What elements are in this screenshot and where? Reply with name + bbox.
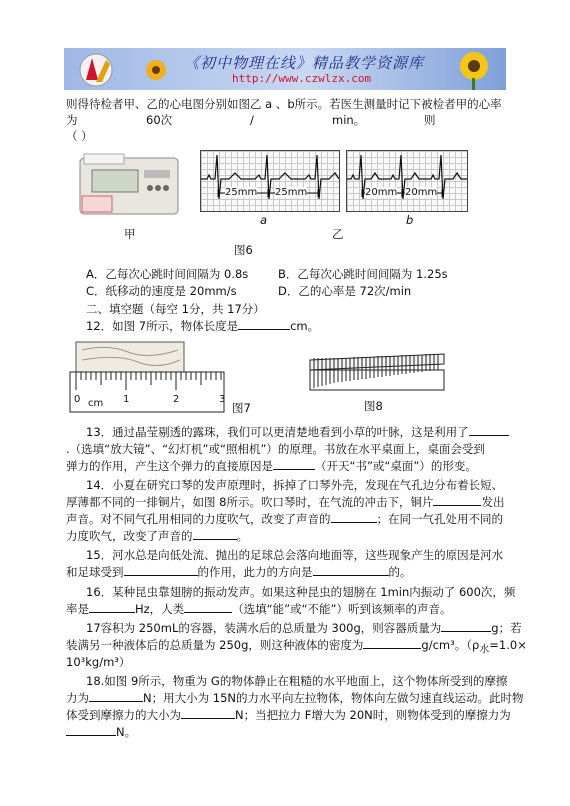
figure6-a-label: a [260, 213, 268, 227]
q14-text-4a: 力度吹气，改变了声音的 [66, 529, 193, 543]
q18-blank-2 [181, 707, 235, 719]
figure6-label-jia: 甲 [124, 227, 136, 241]
q17-line2 [66, 637, 527, 658]
q14-text-2a: 厚薄都不同的一排铜片，如图 8所示。吹口琴时，在气流的冲击下，铜片 [66, 495, 434, 509]
q13-text-1: 13．通过晶莹剔透的露珠，我们可以更清楚地看到小草的叶脉，这是利用了 [86, 425, 469, 439]
q18-text-4: N。 [116, 725, 137, 739]
q17-text-1b: g；若 [491, 621, 522, 635]
q14-text-4b: 。 [236, 529, 248, 543]
q16-text-2b: Hz，人类 [135, 602, 185, 616]
option-b: B．乙每次心跳时间间隔为 1.25s [278, 267, 448, 281]
q12-text: 12．如图 7所示，物体长度是 [86, 319, 239, 333]
q18-blank-3 [66, 724, 116, 736]
section-heading: 二、填空题（每空 1分，共 17分） [86, 302, 265, 316]
q14-blank-2 [331, 511, 377, 523]
q15-text-2b: 的作用，此力的方向是 [197, 565, 313, 579]
q17-text-2d: =1.0× [489, 638, 527, 652]
ruler-label-cm: cm [88, 398, 104, 409]
q14-blank-3 [193, 528, 237, 540]
q13-text-3a: 弹力的作用，产生这个弹力的直接原因是 [66, 459, 273, 473]
question-intro-line2-d: min。 [332, 113, 366, 127]
ecg-strip-a [200, 150, 340, 212]
q18-line4 [66, 724, 136, 740]
option-d: D．乙的心率是 72次/min [278, 284, 412, 298]
q18-text-3a: 体受到摩擦力的大小为 [66, 708, 181, 722]
ecg-machine-image [78, 150, 182, 220]
ecg-a-span-1: 25mm [225, 187, 258, 198]
q15-line1: 15．河水总是向低处流、抛出的足球总会落向地面等，这些现象产生的原因是河水 [86, 548, 504, 562]
banner-title: 《初中物理在线》精品教学资源库 [184, 54, 425, 72]
figure6-label-yi: 乙 [332, 227, 344, 241]
ruler-label-3: 3 [219, 394, 226, 405]
q18-blank-1 [89, 690, 143, 702]
ecg-b-span-1: 20mm [365, 187, 398, 198]
figure8-caption: 图8 [364, 399, 383, 413]
question-intro-line1: 则得待检者甲、乙的心电图分别如图乙 a 、b所示。若医生测量时记下被检者甲的心率 [66, 97, 502, 111]
ecg-b-span-2: 20mm [405, 187, 438, 198]
q18-text-2a: 力为 [66, 691, 89, 705]
q14-line1: 14．小夏在研究口琴的发声原理时，拆掉了口琴外壳，发现在气孔边分布着长短、 [86, 478, 504, 492]
logo-icon [68, 50, 168, 88]
q17-blank-2 [363, 637, 421, 649]
sunflower-icon [434, 48, 504, 90]
ruler-label-0: 0 [74, 394, 81, 405]
q16-line2 [66, 601, 452, 617]
q15-text-2c: 的。 [388, 565, 412, 579]
q16-blank-2 [184, 601, 232, 613]
question-intro-line2-c: / [250, 113, 254, 127]
q15-text-2a: 和足球受到 [66, 565, 124, 579]
q17-line1 [86, 620, 522, 636]
answer-bracket: （ ） [66, 129, 93, 143]
figure6-b-label: b [406, 213, 414, 227]
q17-line3: 10³kg/m³） [66, 655, 131, 669]
q18-text-3b: N；当把拉力 F增大为 20N时，则物体受到的摩擦力为 [235, 708, 511, 722]
q17-text-1a: 17容积为 250mL的容器，装满水后的总质量为 300g，则容器质量为 [86, 621, 442, 635]
header-banner [64, 48, 506, 90]
q13-text-3b: （开天“书”或“桌面”）的形变。 [315, 459, 477, 473]
q13-blank-1 [469, 424, 509, 436]
figure6-caption: 图6 [234, 243, 253, 257]
q17-rho-subscript: 水 [479, 644, 490, 656]
q18-line2 [66, 690, 524, 706]
q14-text-2b: 发出 [481, 495, 505, 509]
q18-text-2b: N；用大小为 15N的力水平向左拉物体，物体向左做匀速直线运动。此时物 [143, 691, 524, 705]
question-intro-line2-e: 则 [424, 113, 436, 127]
ruler-label-1: 1 [123, 394, 130, 405]
q12-blank [238, 318, 290, 330]
q15-blank-2 [313, 564, 389, 576]
option-c: C．纸移动的速度是 20mm/s [86, 284, 237, 298]
q15-line2 [66, 564, 412, 580]
q14-text-3a: 声音。对不同气孔用相同的力度吹气，改变了声音的 [66, 512, 331, 526]
q12-unit: cm。 [290, 319, 320, 333]
q16-blank-1 [89, 601, 135, 613]
q13-line1 [86, 424, 509, 440]
banner-url: http://www.czwlzx.com [232, 72, 372, 85]
ruler-label-2: 2 [173, 394, 180, 405]
q16-text-2a: 率是 [66, 602, 89, 616]
ecg-a-span-2: 25mm [275, 187, 308, 198]
q13-blank-2 [273, 458, 315, 470]
q16-text-2c: （选填“能”或“不能”）听到该频率的声音。 [232, 602, 452, 616]
q17-text-2b: g/cm³。（ρ [421, 638, 480, 652]
option-a: A．乙每次心跳时间间隔为 0.8s [86, 267, 249, 281]
figure8-harmonica-reeds [304, 350, 448, 394]
q14-line2 [66, 494, 504, 510]
q13-line3 [66, 458, 477, 474]
q16-line1: 16．某种昆虫靠翅膀的振动发声。如果这种昆虫的翅膀在 1min内振动了 600次，频 [86, 585, 516, 599]
figure7-caption: 图7 [232, 401, 251, 415]
q17-blank-1 [441, 620, 491, 632]
q12-line [86, 318, 319, 334]
question-intro-line2-b: 60次 [146, 113, 173, 127]
q18-line3 [66, 707, 511, 723]
ecg-strip-b [346, 150, 468, 212]
q14-text-3b: ；在同一气孔处用不同的 [376, 512, 503, 526]
q18-line1: 18.如图 9所示，物重为 G的物体静止在粗糙的水平地面上，这个物体所受到的摩擦 [86, 674, 508, 688]
q14-line3 [66, 511, 503, 527]
q15-blank-1 [124, 564, 198, 576]
q13-line2: .（选填“放大镜”、“幻灯机”或“照相机”）的原理。书放在水平桌面上，桌面会受到 [66, 442, 485, 456]
q14-line4 [66, 528, 248, 544]
q14-blank-1 [433, 494, 481, 506]
question-intro-line2-a: 为 [66, 113, 78, 127]
q17-text-2a: 装满另一种液体后的总质量为 250g，则这种液体的密度为 [66, 638, 364, 652]
